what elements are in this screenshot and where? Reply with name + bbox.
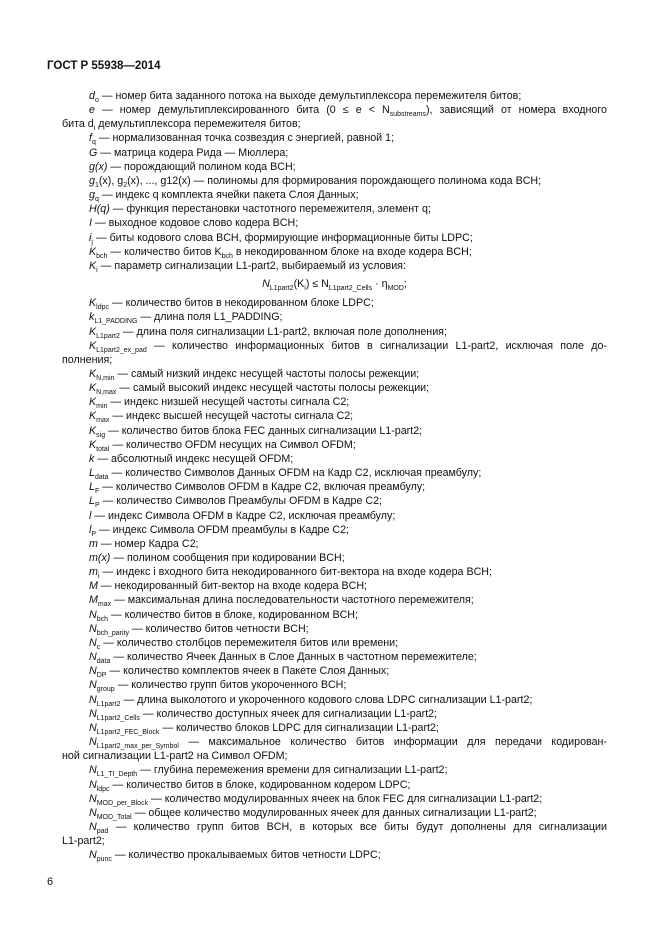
definition-text: L1-part2; (62, 835, 105, 848)
definition-line (62, 131, 607, 145)
symbol: N (89, 665, 97, 678)
symbol-subscript: max (96, 417, 110, 425)
symbol-subscript: L1part2 (96, 332, 120, 340)
definition-line (62, 480, 607, 494)
symbol: N (89, 736, 97, 749)
equation-subscript: MOD (387, 285, 404, 293)
definition-line (62, 678, 607, 692)
inline-subscript: substreams (389, 111, 426, 119)
symbol: K (89, 396, 97, 409)
definition-line (62, 466, 607, 480)
definition-line (62, 367, 607, 381)
definition-text: — выходное кодовое слово кодера BCH; (91, 217, 299, 230)
symbol-subscript: MOD_per_Block (96, 799, 149, 807)
definition-text: — количество битов четности BCH; (129, 622, 309, 635)
definition-text: — количество Символов OFDM в Кадре C2, включая преамбулу; (99, 481, 426, 494)
symbol: N (89, 679, 97, 692)
definition-text: — количество битов в некодированном блоке LDPC; (108, 297, 374, 310)
symbol-subscript: MOD_Total (96, 813, 132, 821)
definition-line (62, 146, 607, 160)
symbol: N (89, 764, 97, 777)
definition-text: — индекс Символа OFDM преамбулы в Кадре C2; (96, 523, 349, 536)
definition-line (62, 749, 607, 763)
inline-subscript: i (93, 125, 96, 133)
definition-text: — количество блоков LDPC для сигнализации L1-part2; (159, 721, 439, 734)
symbol-subscript: bch_parity (96, 629, 130, 637)
definition-text: — индекс i входного бита некодированного бит-вектора на входе кодера BCH; (99, 566, 492, 579)
definition-line (62, 593, 607, 607)
equation-part: ) ≤ N (305, 278, 329, 291)
definition-tail: демультиплексора перемежителя битов; (95, 118, 301, 131)
definition-text: — длина выколотого и укороченного кодового слова LDPC сигнализации L1-part2; (120, 693, 533, 706)
symbol: e (89, 104, 95, 117)
symbol-subscript: j (91, 238, 93, 246)
symbol: K (89, 410, 97, 423)
symbol-subscript: o (94, 97, 99, 104)
symbol-subscript: F (94, 488, 100, 496)
definition-line (62, 806, 607, 820)
symbol: K (89, 297, 97, 310)
definition-line (62, 89, 607, 103)
definition-text: — количество битов K (107, 245, 222, 258)
definition-line (62, 245, 607, 259)
definition-text: — некодированный бит-вектор на входе кодера BCH; (97, 580, 368, 593)
definition-text: — количество прокалываемых битов четности LDPC; (111, 849, 381, 862)
definition-text: — нормализованная точка созвездия с энергией, равной 1; (95, 132, 395, 145)
equation-subscript: i (304, 285, 306, 293)
definition-text: — количество модулированных ячеек на блок FEC для сигнализации L1-part2; (148, 792, 543, 805)
symbol: k (89, 452, 95, 465)
definition-line (62, 650, 607, 664)
symbol: i (89, 231, 92, 244)
symbol: N (89, 721, 97, 734)
symbol: N (89, 849, 97, 862)
definition-tail: в некодированном блоке на входе кодера BCH; (232, 245, 472, 258)
definition-text: (x), g (98, 174, 124, 187)
definition-line (62, 395, 607, 409)
symbol: N (89, 622, 97, 635)
symbol-subscript: P (91, 530, 97, 538)
symbol-subscript: N,min (96, 374, 115, 382)
definition-line (62, 424, 607, 438)
symbol: I (89, 217, 92, 230)
equation-subscript: L1part2 (269, 285, 294, 293)
symbol: l (89, 523, 92, 536)
symbol: L (89, 467, 95, 480)
symbol-subscript: sig (96, 431, 106, 439)
symbol: g (89, 174, 95, 187)
definition-text: — количество Ячеек Данных в Слое Данных в частотном перемежителе; (110, 651, 477, 664)
definition-line (62, 216, 607, 230)
symbol-subscript: data (94, 474, 109, 482)
definition-line (62, 622, 607, 636)
definition-line (62, 551, 607, 565)
symbol: f (89, 132, 92, 145)
definition-text: — количество Символов Преамбулы OFDM в Кадре C2; (99, 495, 383, 508)
definition-line (62, 565, 607, 579)
symbol-subscript: punc (96, 856, 112, 864)
definition-text: ной сигнализации L1-part2 на Символ OFDM; (62, 750, 288, 763)
definition-line (62, 296, 607, 310)
symbol-subscript: i (96, 266, 98, 274)
definition-line (62, 202, 607, 216)
definition-line (62, 579, 607, 593)
definition-text: — количество групп битов укороченного BCH; (114, 679, 347, 692)
symbol-subscript: 1 (94, 181, 99, 189)
definition-text: — порождающий полином кода BCH; (107, 160, 296, 173)
definition-text: — максимальная длина последовательности частотного перемежителя; (111, 594, 474, 607)
definition-line (62, 848, 607, 862)
definition-text: — количество битов в блоке, кодированном BCH; (108, 608, 358, 621)
symbol: N (89, 608, 97, 621)
definition-line (62, 707, 607, 721)
symbol-subscript: L1part2_ex_pad (96, 346, 147, 354)
symbol: K (89, 382, 97, 395)
definition-text: — функция перестановки частотного перемежителя, элемент q; (109, 203, 431, 216)
definition-text: — количество Символов Данных OFDM на Кадр C2, исключая преамбулу; (108, 467, 482, 480)
definition-text: — самый высокий индекс несущей частоты полосы режекции; (116, 382, 430, 395)
symbol: g(x) (89, 160, 108, 173)
symbol: N (89, 636, 97, 649)
definition-text: — максимальное количество битов информации для передачи кодирован- (178, 736, 607, 749)
definition-line (62, 438, 607, 452)
definition-text: — глубина перемежения времени для сигнализации L1-part2; (137, 764, 448, 777)
definition-text: — общее количество модулированных ячеек для данных сигнализации L1-part2; (131, 806, 537, 819)
definition-text: — параметр сигнализации L1-part2, выбираемый из условия: (97, 259, 406, 272)
definition-line (62, 664, 607, 678)
symbol-subscript: group (96, 686, 115, 694)
equation-part: · η (372, 278, 388, 291)
symbol-subscript: i (97, 573, 100, 581)
definition-line (62, 310, 607, 324)
definition-tail: (x), ..., g12(x) — полиномы для формирования порождающего полинома кода BCH; (127, 174, 542, 187)
definition-line (62, 353, 607, 367)
symbol-subscript: total (96, 445, 110, 453)
symbol: K (89, 259, 97, 272)
definition-text: — номер бита заданного потока на выходе демультиплексора перемежителя битов; (98, 90, 522, 102)
definition-text: — количество битов блока FEC данных сигнализации L1-part2; (105, 424, 423, 437)
definition-line (62, 231, 607, 245)
definition-text: бита d (62, 118, 94, 131)
symbol-subscript: ldpc (96, 785, 110, 793)
symbol-subscript: bch (96, 615, 109, 623)
definition-line (62, 339, 607, 353)
symbol-subscript: ldpc (96, 304, 109, 312)
definition-line (62, 523, 607, 537)
definition-line (62, 452, 607, 466)
document-header: ГОСТ Р 55938—2014 (47, 60, 161, 72)
symbol: K (89, 339, 97, 352)
symbol: K (89, 325, 97, 338)
definition-text: — количество OFDM несущих на Символ OFDM; (109, 438, 356, 451)
symbol-subscript: L1part2_max_per_Symbol (96, 743, 179, 751)
inline-subscript: bch (221, 252, 233, 260)
symbol: k (89, 311, 95, 324)
definition-line (62, 174, 607, 188)
definition-text: — количество битов в блоке, кодированном кодером LDPC; (109, 778, 411, 791)
definition-line (62, 188, 607, 202)
symbol-subscript: pad (96, 827, 109, 835)
definition-line (62, 693, 607, 707)
definition-text: — длина поля сигнализации L1-part2, включая поле дополнения; (119, 325, 447, 338)
symbol: L (89, 495, 95, 508)
equation-line (62, 277, 607, 291)
symbol: N (89, 651, 97, 664)
symbol-subscript: L1part2_FEC_Block (96, 728, 160, 736)
symbol-subscript: c (96, 643, 101, 651)
symbol-subscript: min (96, 403, 108, 411)
symbol-subscript: data (96, 658, 111, 666)
definition-line (62, 735, 607, 749)
definition-text: — биты кодового слова BCH, формирующие информационные биты LDPC; (92, 231, 473, 244)
definition-text: — индекс низшей несущей частоты сигнала C2; (107, 396, 350, 409)
definition-text: — количество столбцов перемежителя битов или времени; (100, 636, 399, 649)
symbol: m (89, 537, 98, 550)
inline-subscript: 2 (123, 181, 128, 189)
definition-tail: ), зависящий от номера входного (425, 104, 607, 117)
symbol-subscript: L1_TI_Depth (96, 771, 138, 779)
symbol: L (89, 481, 95, 494)
symbol: m(x) (89, 552, 111, 564)
equation-subscript: L1part2_Cells (328, 285, 373, 293)
definition-text: — матрица кодера Рида — Мюллера; (97, 146, 289, 159)
symbol: N (89, 792, 97, 805)
symbol-subscript: q (94, 196, 99, 204)
symbol-subscript: L1_PADDING (94, 318, 138, 326)
symbol: m (89, 566, 98, 579)
definition-line (62, 608, 607, 622)
definition-line (62, 494, 607, 508)
symbol: M (89, 580, 98, 593)
symbol: N (89, 820, 97, 833)
definition-text: — количество групп битов BCH, в которых все биты будут дополнены для сигнализации (108, 820, 607, 833)
symbol: d (89, 90, 95, 102)
definition-text: — абсолютный индекс несущей OFDM; (94, 452, 294, 465)
definitions-list (62, 89, 607, 862)
definition-text: — количество комплектов ячеек в Пакете Слоя Данных; (106, 665, 390, 678)
definition-line (62, 381, 607, 395)
symbol: l (89, 509, 92, 522)
definition-line (62, 409, 607, 423)
symbol: g (89, 189, 95, 202)
symbol: M (89, 594, 98, 607)
symbol: K (89, 438, 97, 451)
equation-part: ; (403, 278, 407, 291)
definition-text: полнения; (62, 353, 113, 366)
symbol: G (89, 146, 98, 159)
definition-line (62, 259, 607, 273)
symbol: K (89, 367, 97, 380)
definition-text: — индекс высшей несущей частоты сигнала C2; (109, 410, 354, 423)
symbol-subscript: L1part2 (96, 700, 121, 708)
definition-line (62, 820, 607, 834)
definition-line (62, 636, 607, 650)
definition-text: — полином сообщения при кодировании BCH; (110, 552, 345, 564)
equation-part: (K (293, 278, 305, 291)
definition-line (62, 325, 607, 339)
symbol: K (89, 245, 97, 258)
definition-line (62, 537, 607, 551)
definition-line (62, 117, 607, 131)
symbol-subscript: max (97, 601, 112, 609)
definition-text: — номер Кадра C2; (97, 537, 199, 550)
symbol-subscript: bch (96, 252, 108, 260)
definition-line (62, 778, 607, 792)
definition-line (62, 834, 607, 848)
equation-symbol: N (262, 278, 270, 291)
symbol-subscript: DP (96, 672, 107, 680)
definition-line (62, 160, 607, 174)
page-number: 6 (47, 876, 54, 888)
symbol-subscript: N,max (96, 389, 117, 397)
symbol-subscript: P (94, 502, 100, 510)
symbol: N (89, 778, 97, 791)
definition-text: — количество информационных битов в сигнализации L1-part2, исключая поле до- (146, 339, 607, 352)
definition-line (62, 721, 607, 735)
definition-line (62, 509, 607, 523)
symbol: N (89, 806, 97, 819)
symbol-subscript: q (91, 139, 96, 147)
symbol: N (89, 707, 97, 720)
definition-text: — индекс Символа OFDM в Кадре C2, исключая преамбулу; (91, 509, 396, 522)
symbol-subscript: L1part2_Cells (96, 714, 140, 722)
symbol: H(q) (89, 203, 110, 216)
definition-text: — количество доступных ячеек для сигнализации L1-part2; (139, 707, 438, 720)
definition-text: — номер демультиплексированного бита (0 ≤ e < N (94, 104, 390, 117)
definition-line (62, 103, 607, 117)
definition-text: — длина поля L1_PADDING; (137, 311, 283, 324)
definition-text: — индекс q комплекта ячейки пакета Слоя Данных; (98, 189, 359, 202)
definition-line (62, 763, 607, 777)
symbol: K (89, 424, 97, 437)
symbol: N (89, 693, 97, 706)
definition-line (62, 792, 607, 806)
definition-text: — самый низкий индекс несущей частоты полосы режекции; (114, 367, 420, 380)
